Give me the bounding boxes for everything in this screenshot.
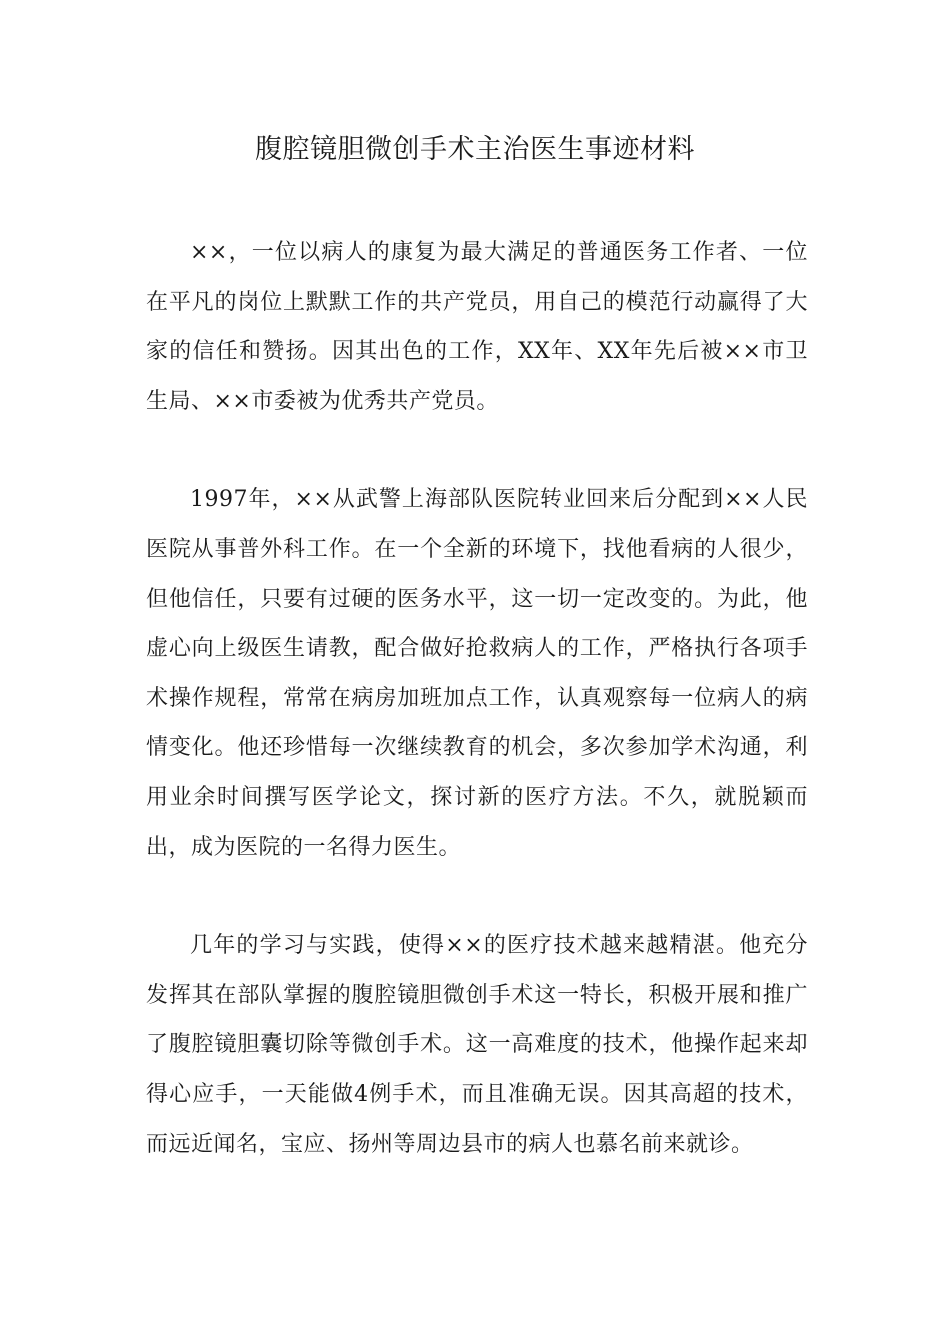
paragraph-2: 1997年，××从武警上海部队医院转业回来后分配到××人民医院从事普外科工作。在一个全新的环境下，找他看病的人很少，但他信任，只要有过硬的医务水平，这一切一定改变的。为此，他虚心向上级医生请教，配合做好抢救病人的工作，严格执行各项手术操作规程，常常在病房加班加点工作，认真观察每一位病人的病情变化。他还珍惜每一次继续教育的机会，多次参加学术沟通，利用业余时间撰写医学论文，探讨新的医疗方法。不久，就脱颖而出，成为医院的一名得力医生。: [146, 487, 808, 860]
paragraph-3: 几年的学习与实践，使得××的医疗技术越来越精湛。他充分发挥其在部队掌握的腹腔镜胆微创手术这一特长，积极开展和推广了腹腔镜胆囊切除等微创手术。这一高难度的技术，他操作起来却得心应手，一天能做4例手术，而且准确无误。因其高超的技术，而远近闻名，宝应、扬州等周边县市的病人也慕名前来就诊。: [146, 933, 808, 1157]
document-body: [146, 228, 808, 1169]
paragraph-1: ××，一位以病人的康复为最大满足的普通医务工作者、一位在平凡的岗位上默默工作的共产党员，用自己的模范行动赢得了大家的信任和赞扬。因其出色的工作，XX年、XX年先后被××市卫生局、××市委被为优秀共产党员。: [146, 240, 808, 414]
document-title: 腹腔镜胆微创手术主治医生事迹材料: [255, 134, 695, 165]
